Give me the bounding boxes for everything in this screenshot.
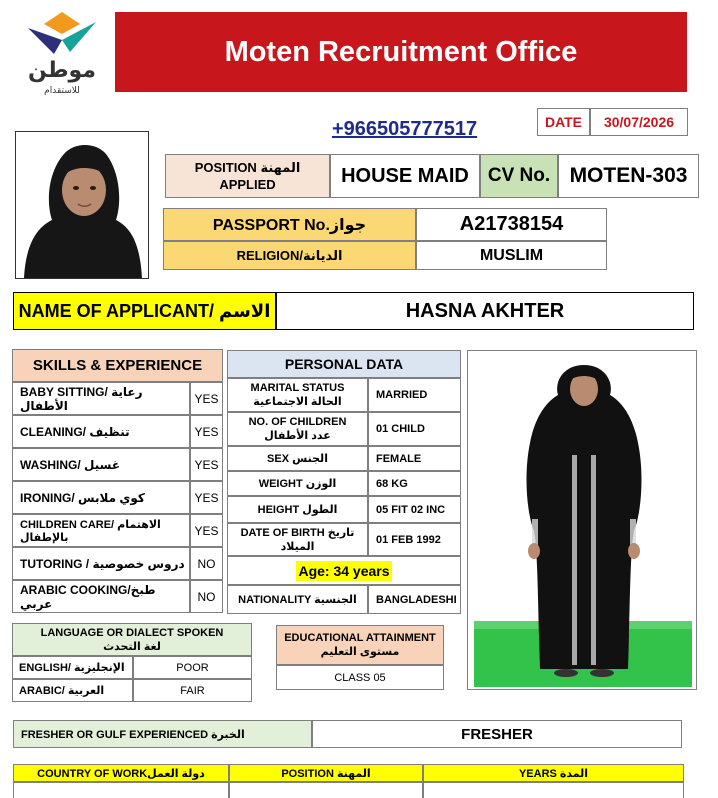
work-row-cell (229, 782, 423, 798)
religion-value: MUSLIM (416, 241, 607, 270)
logo-arabic-text: موطن (28, 58, 96, 83)
language-label: ARABIC/ العربية (12, 679, 133, 702)
marital-status-value: MARRIED (368, 378, 461, 412)
height-value: 05 FIT 02 INC (368, 496, 461, 523)
nationality-label: NATIONALITY الجنسية (227, 585, 368, 614)
age-row (227, 556, 461, 585)
religion-label: RELIGION/الديانة (163, 241, 416, 270)
sex-value: FEMALE (368, 446, 461, 471)
experience-label: FRESHER OR GULF EXPERIENCED الخبرة (13, 720, 312, 748)
skill-label: ARABIC COOKING/طبخ عربي (12, 580, 190, 613)
children-value: 01 CHILD (368, 412, 461, 446)
applicant-full-photo (467, 350, 697, 690)
passport-label: PASSPORT No.جواز (163, 208, 416, 241)
skill-label: TUTORING / دروس خصوصية (12, 547, 190, 580)
work-row-cell (13, 782, 229, 798)
language-heading: LANGUAGE OR DIALECT SPOKEN لغة التحدث (12, 623, 252, 656)
skill-label: CLEANING/ تنظيف (12, 415, 190, 448)
applicant-name-label: NAME OF APPLICANT/ الاسم (13, 292, 276, 330)
skill-value: YES (190, 514, 223, 547)
skill-value: YES (190, 448, 223, 481)
skills-heading: SKILLS & EXPERIENCE (12, 349, 223, 382)
personal-row-label: HEIGHT الطول (227, 496, 368, 523)
work-row-cell (423, 782, 684, 798)
logo-subtitle: للاستقدام (44, 86, 80, 96)
age-value: Age: 34 years (298, 562, 390, 579)
position-applied-label (165, 154, 330, 198)
personal-row-label: SEX الجنس (227, 446, 368, 471)
weight-value: 68 KG (368, 471, 461, 496)
skill-value: YES (190, 415, 223, 448)
skill-value: NO (190, 580, 223, 613)
personal-data-heading: PERSONAL DATA (227, 350, 461, 378)
experience-value: FRESHER (312, 720, 682, 748)
dob-value: 01 FEB 1992 (368, 523, 461, 556)
work-years-header: YEARS المدة (423, 764, 684, 782)
cv-number-value: MOTEN-303 (558, 154, 699, 198)
personal-row-label: NO. OF CHILDREN عدد الأطفال (227, 412, 368, 446)
cv-number-label: CV No. (480, 154, 558, 198)
language-label: ENGLISH/ الإنجليزية (12, 656, 133, 679)
position-applied-value: HOUSE MAID (330, 154, 480, 198)
passport-value: A21738154 (416, 208, 607, 241)
page-title: Moten Recruitment Office (115, 12, 687, 92)
skill-value: NO (190, 547, 223, 580)
position-label-en: POSITION (194, 160, 257, 175)
language-value: FAIR (133, 679, 252, 702)
personal-row-label: WEIGHT الوزن (227, 471, 368, 496)
language-value: POOR (133, 656, 252, 679)
phone-link[interactable]: +966505777517 (332, 118, 478, 140)
personal-row-label: MARITAL STATUS الحالة الاجتماعية (227, 378, 368, 412)
skill-label: BABY SITTING/ رعاية الأطفال (12, 382, 190, 415)
skill-label: IRONING/ كوي ملابس (12, 481, 190, 514)
logo-mark-icon (22, 10, 102, 60)
applicant-name-value: HASNA AKHTER (276, 292, 694, 330)
skill-value: YES (190, 481, 223, 514)
position-label-en2: APPLIED (219, 177, 276, 192)
personal-row-label: DATE OF BIRTH تاريخ الميلاد (227, 523, 368, 556)
applicant-portrait-photo (15, 131, 149, 279)
skill-value: YES (190, 382, 223, 415)
work-country-header: COUNTRY OF WORKدولة العمل (13, 764, 229, 782)
nationality-value: BANGLADESHI (368, 585, 461, 614)
work-position-header: POSITION المهنة (229, 764, 423, 782)
date-label: DATE (537, 108, 590, 136)
position-label-ar: المهنة (260, 160, 301, 175)
skill-label: WASHING/ غسيل (12, 448, 190, 481)
education-heading: EDUCATIONAL ATTAINMENT مستوى التعليم (276, 625, 444, 665)
date-value: 30/07/2026 (590, 108, 688, 136)
skill-label: CHILDREN CARE/ الاهتمام بالإطفال (12, 514, 190, 547)
education-value: CLASS 05 (276, 665, 444, 690)
